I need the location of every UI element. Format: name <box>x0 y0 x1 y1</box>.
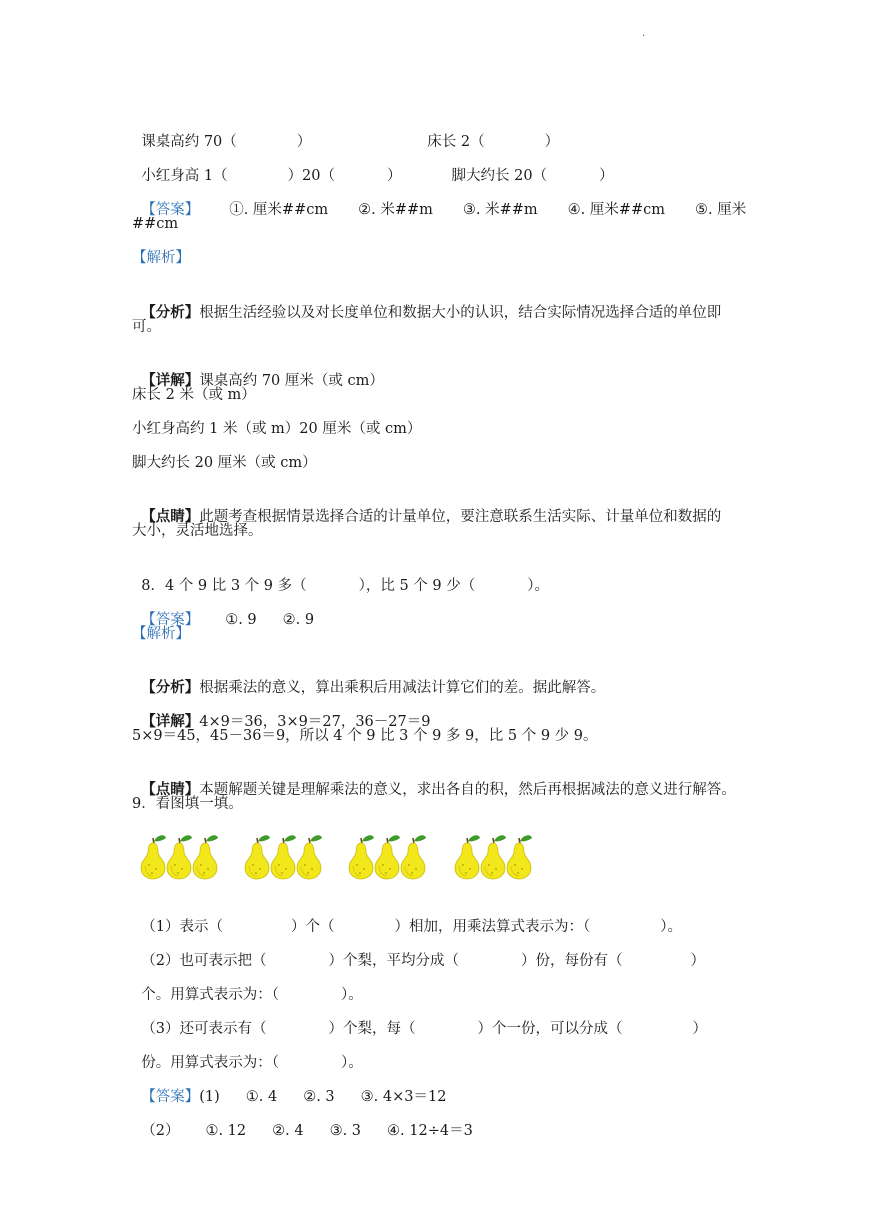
q9-p1-d: ）。 <box>660 919 682 935</box>
answer-item: ①. 9 <box>225 612 257 628</box>
q9-p2-d: ） <box>690 953 705 969</box>
q9-p3-cont-a: 份。用算式表示为：（ <box>141 1055 279 1071</box>
answer-part-label: (1) <box>199 1089 220 1105</box>
xiangjie-tag: 【详解】 <box>141 372 200 389</box>
q8-xiangjie-2: 5×9＝45，45－36＝9，所以 4 个 9 比 3 个 9 多 9，比 5 个 9 少 9。 <box>132 728 598 744</box>
q9-part-2-cont <box>132 965 363 1003</box>
answer-item: ④. 厘米##cm <box>567 202 666 218</box>
q8-stem-a: 8．4 个 9 比 3 个 9 多（ <box>141 578 307 594</box>
answer-item: ③. 4×3＝12 <box>360 1089 447 1105</box>
q9-p1-b: ）个（ <box>290 919 335 935</box>
answer-item: ②. 4 <box>272 1123 304 1139</box>
pear-icon <box>398 832 428 880</box>
paren-close: ） <box>296 134 312 150</box>
answer-item: ④. 12÷4＝3 <box>387 1123 473 1139</box>
dianjing-tag: 【点睛】 <box>141 781 200 798</box>
pear-icon <box>190 832 220 880</box>
q9-part-3-cont <box>132 1033 363 1071</box>
paren-close: ） <box>544 134 560 150</box>
answer-item: ②. 3 <box>303 1089 335 1105</box>
answer-item: ①. 12 <box>205 1123 247 1139</box>
height-text-2: ）20（ <box>287 168 336 184</box>
q8-xiangjie <box>132 692 431 730</box>
xiangjie-text: 课桌高约 70 厘米（或 cm） <box>199 373 384 389</box>
q8-fenxi <box>132 658 606 696</box>
q8-stem-c: ）。 <box>527 578 549 594</box>
q7-dianjing <box>132 487 722 525</box>
q9-stem: 9．看图填一填。 <box>132 796 243 812</box>
dianjing-text: 此题考查根据情景选择合适的计量单位，要注意联系生活实际、计量单位和数据的 <box>199 509 722 525</box>
fenxi-text: 根据乘法的意义，算出乘积后用减法计算它们的差。据此解答。 <box>199 680 606 696</box>
answer-item: ②. 米##m <box>358 202 433 218</box>
q9-p3-d: ） <box>692 1021 707 1037</box>
fenxi-tag: 【分析】 <box>141 304 200 321</box>
q9-answer-1 <box>132 1067 447 1105</box>
answer-part-label: （2） <box>141 1123 180 1139</box>
answer-item: ③. 3 <box>329 1123 362 1139</box>
xiangjie-text: 4×9＝36，3×9＝27，36－27＝9 <box>199 714 431 730</box>
q9-p3-cont-b: ）。 <box>340 1055 363 1071</box>
answer-tag: 【答案】 <box>141 202 200 218</box>
q9-p1-a: （1）表示（ <box>141 919 223 935</box>
height-text: 小红身高 1（ <box>141 168 228 184</box>
answer-item: ①. 4 <box>245 1089 278 1105</box>
dianjing-text: 本题解题关键是理解乘法的意义，求出各自的积，然后再根据减法的意义进行解答。 <box>199 782 736 798</box>
q9-p3-a: （3）还可表示有（ <box>141 1021 267 1037</box>
header-dot: . <box>642 28 646 39</box>
q7-xiangjie <box>132 351 384 389</box>
answer-item: ③. 米##m <box>462 202 538 218</box>
answer-tag: 【答案】 <box>141 1089 200 1105</box>
q9-p2-c: ）份，每份有（ <box>520 953 623 969</box>
answer-item: ②. 9 <box>282 612 315 628</box>
q8-stem-b: ），比 5 个 9 少（ <box>358 578 476 594</box>
q7-answer-cont: ##cm <box>132 216 179 232</box>
q9-p2-cont-a: 个。用算式表示为：（ <box>141 987 279 1003</box>
answer-item: ①. 厘米##cm <box>229 202 329 218</box>
q9-part-3 <box>132 999 707 1037</box>
answer-item: ⑤. 厘米 <box>695 202 747 218</box>
q8-dianjing <box>132 760 736 798</box>
xiangjie-tag: 【详解】 <box>141 713 200 730</box>
q9-answer-2 <box>132 1101 473 1139</box>
q9-part-2 <box>132 931 705 969</box>
analysis-tag: 【解析】 <box>132 250 190 266</box>
analysis-tag: 【解析】 <box>132 626 190 642</box>
q9-part-1 <box>132 897 682 935</box>
q9-p2-a: （2）也可表示把（ <box>141 953 267 969</box>
pear-icon <box>504 832 534 880</box>
fenxi-text: 根据生活经验以及对长度单位和数据大小的认识，结合实际情况选择合适的单位即 <box>199 305 722 321</box>
q9-p1-c: ）相加，用乘法算式表示为：（ <box>394 919 591 935</box>
q8-answer <box>132 590 315 628</box>
q9-p2-b: ）个梨，平均分成（ <box>328 953 459 969</box>
answer-tag: 【答案】 <box>141 612 200 628</box>
q7-xiangjie-4: 脚大约长 20 厘米（或 cm） <box>132 455 317 471</box>
q7-line-1 <box>132 112 560 150</box>
pear-illustration <box>138 832 558 882</box>
q9-p3-c: ）个一份，可以分成（ <box>477 1021 623 1037</box>
q7-xiangjie-2: 床长 2 米（或 m） <box>132 387 256 403</box>
q7-answer <box>132 180 747 218</box>
bed-length-text: 床长 2（ <box>427 134 485 150</box>
q7-fenxi-cont: 可。 <box>132 319 161 335</box>
q7-dianjing-cont: 大小，灵活地选择。 <box>132 523 263 539</box>
foot-length-text: 脚大约长 20（ <box>451 168 548 184</box>
desk-height-text: 课桌高约 70（ <box>141 134 237 150</box>
q7-xiangjie-3: 小红身高约 1 米（或 m）20 厘米（或 cm） <box>132 421 422 437</box>
dianjing-tag: 【点睛】 <box>141 508 200 525</box>
pear-icon <box>294 832 324 880</box>
q7-line-2 <box>132 146 614 184</box>
q9-p3-b: ）个梨，每（ <box>328 1021 416 1037</box>
q7-fenxi <box>132 283 722 321</box>
q9-p2-cont-b: ）。 <box>340 987 363 1003</box>
fenxi-tag: 【分析】 <box>141 679 200 696</box>
q8-stem <box>132 556 549 594</box>
paren-close: ） <box>387 168 402 184</box>
paren-close: ） <box>599 168 614 184</box>
